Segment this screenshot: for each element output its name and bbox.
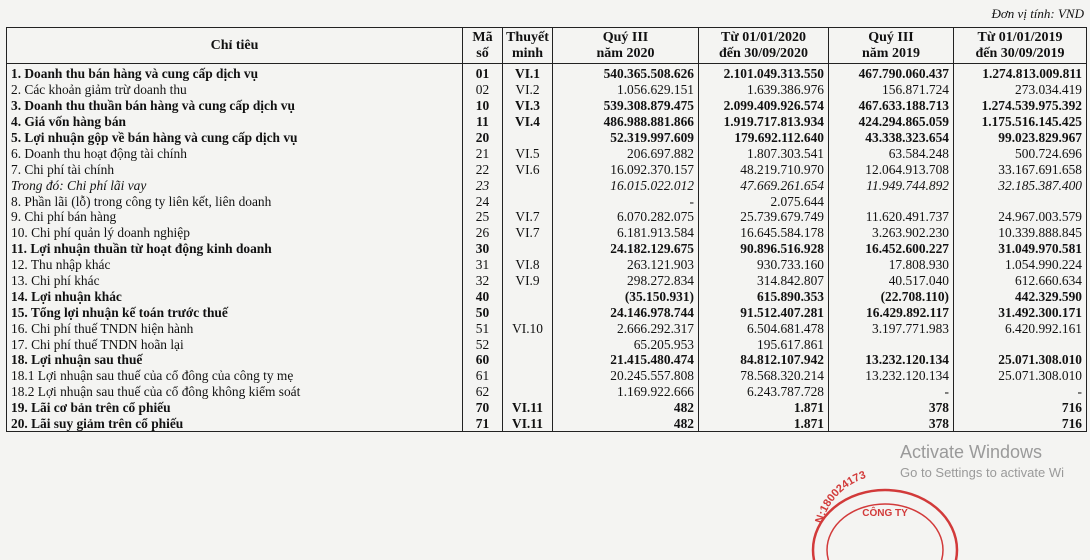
header-ytd-2020: Từ 01/01/2020 đến 30/09/2020 — [699, 28, 829, 64]
row-q3-2019-value: 63.584.248 — [829, 145, 954, 161]
row-q3-2019-value: (22.708.110) — [829, 288, 954, 304]
row-ytd-2020-value: 2.099.409.926.574 — [699, 98, 829, 114]
row-q3-2019-value: 378 — [829, 400, 954, 416]
watermark-subtitle: Go to Settings to activate Wi — [900, 465, 1065, 480]
row-note — [503, 193, 553, 209]
table-row — [7, 352, 1087, 368]
table-row — [7, 193, 1087, 209]
row-q3-2020-value: 482 — [553, 416, 699, 432]
row-code: 31 — [463, 257, 503, 273]
row-code: 32 — [463, 273, 503, 289]
row-q3-2020-value: 24.182.129.675 — [553, 241, 699, 257]
table-row — [7, 209, 1087, 225]
row-name: 1. Doanh thu bán hàng và cung cấp dịch vụ — [7, 64, 463, 82]
row-ytd-2020-value: 179.692.112.640 — [699, 130, 829, 146]
row-code: 26 — [463, 225, 503, 241]
row-ytd-2019-value: 273.034.419 — [954, 82, 1087, 98]
header-q3-2020: Quý III năm 2020 — [553, 28, 699, 64]
row-q3-2019-value: 11.949.744.892 — [829, 177, 954, 193]
row-ytd-2020-value: 615.890.353 — [699, 288, 829, 304]
row-code: 25 — [463, 209, 503, 225]
row-code: 50 — [463, 304, 503, 320]
row-name: 6. Doanh thu hoạt động tài chính — [7, 145, 463, 161]
row-q3-2020-value: 16.015.022.012 — [553, 177, 699, 193]
row-note — [503, 304, 553, 320]
row-q3-2019-value: 3.197.771.983 — [829, 320, 954, 336]
row-ytd-2019-value: 24.967.003.579 — [954, 209, 1087, 225]
row-ytd-2019-value: - — [954, 384, 1087, 400]
row-note: VI.10 — [503, 320, 553, 336]
row-code: 02 — [463, 82, 503, 98]
row-q3-2019-value — [829, 336, 954, 352]
table-row — [7, 416, 1087, 432]
row-note: VI.6 — [503, 161, 553, 177]
row-note — [503, 288, 553, 304]
unit-label: Đơn vị tính: VND — [991, 6, 1084, 21]
table-row — [7, 161, 1087, 177]
row-name: 13. Chi phí khác — [7, 273, 463, 289]
table-row — [7, 304, 1087, 320]
row-q3-2020-value: 21.415.480.474 — [553, 352, 699, 368]
row-q3-2020-value: 16.092.370.157 — [553, 161, 699, 177]
row-code: 52 — [463, 336, 503, 352]
row-code: 61 — [463, 368, 503, 384]
row-q3-2019-value: 13.232.120.134 — [829, 368, 954, 384]
row-note — [503, 241, 553, 257]
row-ytd-2019-value: 6.420.992.161 — [954, 320, 1087, 336]
row-note: VI.11 — [503, 416, 553, 432]
table-row — [7, 64, 1087, 82]
row-ytd-2020-value: 48.219.710.970 — [699, 161, 829, 177]
row-q3-2019-value: 40.517.040 — [829, 273, 954, 289]
company-seal-stamp — [800, 470, 970, 560]
row-ytd-2019-value: 10.339.888.845 — [954, 225, 1087, 241]
row-q3-2019-value — [829, 193, 954, 209]
row-name: 12. Thu nhập khác — [7, 257, 463, 273]
row-ytd-2020-value: 2.101.049.313.550 — [699, 64, 829, 82]
row-q3-2019-value: 467.633.188.713 — [829, 98, 954, 114]
row-name: 16. Chi phí thuế TNDN hiện hành — [7, 320, 463, 336]
row-ytd-2019-value: 1.175.516.145.425 — [954, 114, 1087, 130]
row-q3-2020-value: 298.272.834 — [553, 273, 699, 289]
row-ytd-2019-value: 32.185.387.400 — [954, 177, 1087, 193]
row-q3-2020-value: 6.070.282.075 — [553, 209, 699, 225]
row-q3-2020-value: 1.056.629.151 — [553, 82, 699, 98]
row-ytd-2020-value: 2.075.644 — [699, 193, 829, 209]
table-row — [7, 400, 1087, 416]
row-ytd-2020-value: 1.807.303.541 — [699, 145, 829, 161]
header-ytd-2019: Từ 01/01/2019 đến 30/09/2019 — [954, 28, 1087, 64]
row-ytd-2020-value: 78.568.320.214 — [699, 368, 829, 384]
row-code: 40 — [463, 288, 503, 304]
row-name: 15. Tổng lợi nhuận kế toán trước thuế — [7, 304, 463, 320]
row-name: 9. Chi phí bán hàng — [7, 209, 463, 225]
row-q3-2019-value: 43.338.323.654 — [829, 130, 954, 146]
row-ytd-2020-value: 47.669.261.654 — [699, 177, 829, 193]
header-ma-so: Mã số — [463, 28, 503, 64]
row-q3-2020-value: 540.365.508.626 — [553, 64, 699, 82]
row-note — [503, 130, 553, 146]
row-note — [503, 336, 553, 352]
row-ytd-2020-value: 1.871 — [699, 416, 829, 432]
row-code: 51 — [463, 320, 503, 336]
table-row — [7, 114, 1087, 130]
row-code: 01 — [463, 64, 503, 82]
row-q3-2019-value: 424.294.865.059 — [829, 114, 954, 130]
row-q3-2019-value: 3.263.902.230 — [829, 225, 954, 241]
row-ytd-2019-value: 1.054.990.224 — [954, 257, 1087, 273]
row-ytd-2020-value: 930.733.160 — [699, 257, 829, 273]
row-name: 10. Chi phí quản lý doanh nghiệp — [7, 225, 463, 241]
row-note: VI.4 — [503, 114, 553, 130]
row-ytd-2019-value: 716 — [954, 400, 1087, 416]
row-q3-2019-value: 16.452.600.227 — [829, 241, 954, 257]
row-ytd-2020-value: 25.739.679.749 — [699, 209, 829, 225]
row-ytd-2019-value: 612.660.634 — [954, 273, 1087, 289]
row-q3-2020-value: 539.308.879.475 — [553, 98, 699, 114]
row-ytd-2019-value: 25.071.308.010 — [954, 352, 1087, 368]
row-ytd-2020-value: 314.842.807 — [699, 273, 829, 289]
row-note: VI.11 — [503, 400, 553, 416]
row-note — [503, 177, 553, 193]
row-note — [503, 352, 553, 368]
row-name: Trong đó: Chi phí lãi vay — [7, 177, 463, 193]
row-note: VI.7 — [503, 225, 553, 241]
row-ytd-2020-value: 91.512.407.281 — [699, 304, 829, 320]
row-note: VI.2 — [503, 82, 553, 98]
row-code: 22 — [463, 161, 503, 177]
row-ytd-2019-value: 442.329.590 — [954, 288, 1087, 304]
row-q3-2019-value: 12.064.913.708 — [829, 161, 954, 177]
row-code: 71 — [463, 416, 503, 432]
table-row — [7, 384, 1087, 400]
row-code: 60 — [463, 352, 503, 368]
row-name: 2. Các khoản giảm trừ doanh thu — [7, 82, 463, 98]
row-code: 30 — [463, 241, 503, 257]
row-code: 20 — [463, 130, 503, 146]
row-q3-2020-value: 6.181.913.584 — [553, 225, 699, 241]
row-ytd-2020-value: 16.645.584.178 — [699, 225, 829, 241]
table-row — [7, 288, 1087, 304]
row-note: VI.1 — [503, 64, 553, 82]
row-q3-2019-value: 378 — [829, 416, 954, 432]
row-ytd-2019-value — [954, 193, 1087, 209]
row-ytd-2020-value: 6.243.787.728 — [699, 384, 829, 400]
table-row — [7, 273, 1087, 289]
watermark-title: Activate Windows — [900, 442, 1043, 462]
row-name: 11. Lợi nhuận thuần từ hoạt động kinh doanh — [7, 241, 463, 257]
table-row — [7, 320, 1087, 336]
row-ytd-2019-value: 31.492.300.171 — [954, 304, 1087, 320]
row-ytd-2020-value: 1.871 — [699, 400, 829, 416]
table-row — [7, 368, 1087, 384]
income-statement-table — [6, 27, 1087, 432]
row-ytd-2019-value: 31.049.970.581 — [954, 241, 1087, 257]
row-note — [503, 384, 553, 400]
row-q3-2019-value: 11.620.491.737 — [829, 209, 954, 225]
row-q3-2019-value: - — [829, 384, 954, 400]
row-name: 18. Lợi nhuận sau thuế — [7, 352, 463, 368]
row-note: VI.5 — [503, 145, 553, 161]
svg-text:N:180024173: N:180024173 — [813, 470, 868, 525]
row-name: 7. Chi phí tài chính — [7, 161, 463, 177]
row-ytd-2019-value: 1.274.539.975.392 — [954, 98, 1087, 114]
row-q3-2020-value: 20.245.557.808 — [553, 368, 699, 384]
table-row — [7, 257, 1087, 273]
row-ytd-2020-value: 6.504.681.478 — [699, 320, 829, 336]
row-q3-2020-value: 206.697.882 — [553, 145, 699, 161]
row-code: 10 — [463, 98, 503, 114]
table-row — [7, 145, 1087, 161]
row-note — [503, 368, 553, 384]
row-q3-2020-value: 482 — [553, 400, 699, 416]
row-q3-2019-value: 13.232.120.134 — [829, 352, 954, 368]
row-q3-2020-value: - — [553, 193, 699, 209]
row-q3-2020-value: 486.988.881.866 — [553, 114, 699, 130]
header-chi-tieu: Chỉ tiêu — [7, 28, 463, 64]
header-q3-2019: Quý III năm 2019 — [829, 28, 954, 64]
row-name: 18.2 Lợi nhuận sau thuế của cổ đông không kiểm soát — [7, 384, 463, 400]
row-ytd-2019-value: 33.167.691.658 — [954, 161, 1087, 177]
row-name: 3. Doanh thu thuần bán hàng và cung cấp dịch vụ — [7, 98, 463, 114]
table-header-row — [7, 28, 1087, 64]
header-thuyet-minh: Thuyết minh — [503, 28, 553, 64]
table-row — [7, 225, 1087, 241]
row-q3-2019-value: 467.790.060.437 — [829, 64, 954, 82]
row-q3-2020-value: 2.666.292.317 — [553, 320, 699, 336]
row-ytd-2019-value — [954, 336, 1087, 352]
table-row — [7, 130, 1087, 146]
row-q3-2019-value: 16.429.892.117 — [829, 304, 954, 320]
row-note: VI.9 — [503, 273, 553, 289]
row-q3-2020-value: 263.121.903 — [553, 257, 699, 273]
row-name: 20. Lãi suy giảm trên cổ phiếu — [7, 416, 463, 432]
row-q3-2019-value: 156.871.724 — [829, 82, 954, 98]
row-q3-2020-value: 52.319.997.609 — [553, 130, 699, 146]
row-name: 4. Giá vốn hàng bán — [7, 114, 463, 130]
row-ytd-2020-value: 84.812.107.942 — [699, 352, 829, 368]
row-code: 11 — [463, 114, 503, 130]
row-ytd-2020-value: 90.896.516.928 — [699, 241, 829, 257]
table-row — [7, 177, 1087, 193]
row-ytd-2019-value: 99.023.829.967 — [954, 130, 1087, 146]
row-ytd-2020-value: 1.919.717.813.934 — [699, 114, 829, 130]
row-ytd-2019-value: 25.071.308.010 — [954, 368, 1087, 384]
table-row — [7, 98, 1087, 114]
row-name: 17. Chi phí thuế TNDN hoãn lại — [7, 336, 463, 352]
activate-windows-watermark — [900, 442, 1064, 480]
svg-text:CÔNG TY: CÔNG TY — [862, 508, 908, 519]
row-note: VI.8 — [503, 257, 553, 273]
row-q3-2020-value: 24.146.978.744 — [553, 304, 699, 320]
row-note: VI.7 — [503, 209, 553, 225]
row-q3-2019-value: 17.808.930 — [829, 257, 954, 273]
row-name: 5. Lợi nhuận gộp về bán hàng và cung cấp dịch vụ — [7, 130, 463, 146]
row-name: 18.1 Lợi nhuận sau thuế của cổ đông của công ty mẹ — [7, 368, 463, 384]
row-name: 14. Lợi nhuận khác — [7, 288, 463, 304]
table-row — [7, 336, 1087, 352]
table-row — [7, 82, 1087, 98]
row-ytd-2020-value: 1.639.386.976 — [699, 82, 829, 98]
row-ytd-2019-value: 716 — [954, 416, 1087, 432]
row-name: 8. Phần lãi (lỗ) trong công ty liên kết, liên doanh — [7, 193, 463, 209]
row-ytd-2019-value: 1.274.813.009.811 — [954, 64, 1087, 82]
table-row — [7, 241, 1087, 257]
row-q3-2020-value: 1.169.922.666 — [553, 384, 699, 400]
row-code: 70 — [463, 400, 503, 416]
row-ytd-2019-value: 500.724.696 — [954, 145, 1087, 161]
row-code: 23 — [463, 177, 503, 193]
row-code: 62 — [463, 384, 503, 400]
row-q3-2020-value: (35.150.931) — [553, 288, 699, 304]
row-code: 21 — [463, 145, 503, 161]
row-note: VI.3 — [503, 98, 553, 114]
row-name: 19. Lãi cơ bản trên cổ phiếu — [7, 400, 463, 416]
row-ytd-2020-value: 195.617.861 — [699, 336, 829, 352]
row-code: 24 — [463, 193, 503, 209]
row-q3-2020-value: 65.205.953 — [553, 336, 699, 352]
